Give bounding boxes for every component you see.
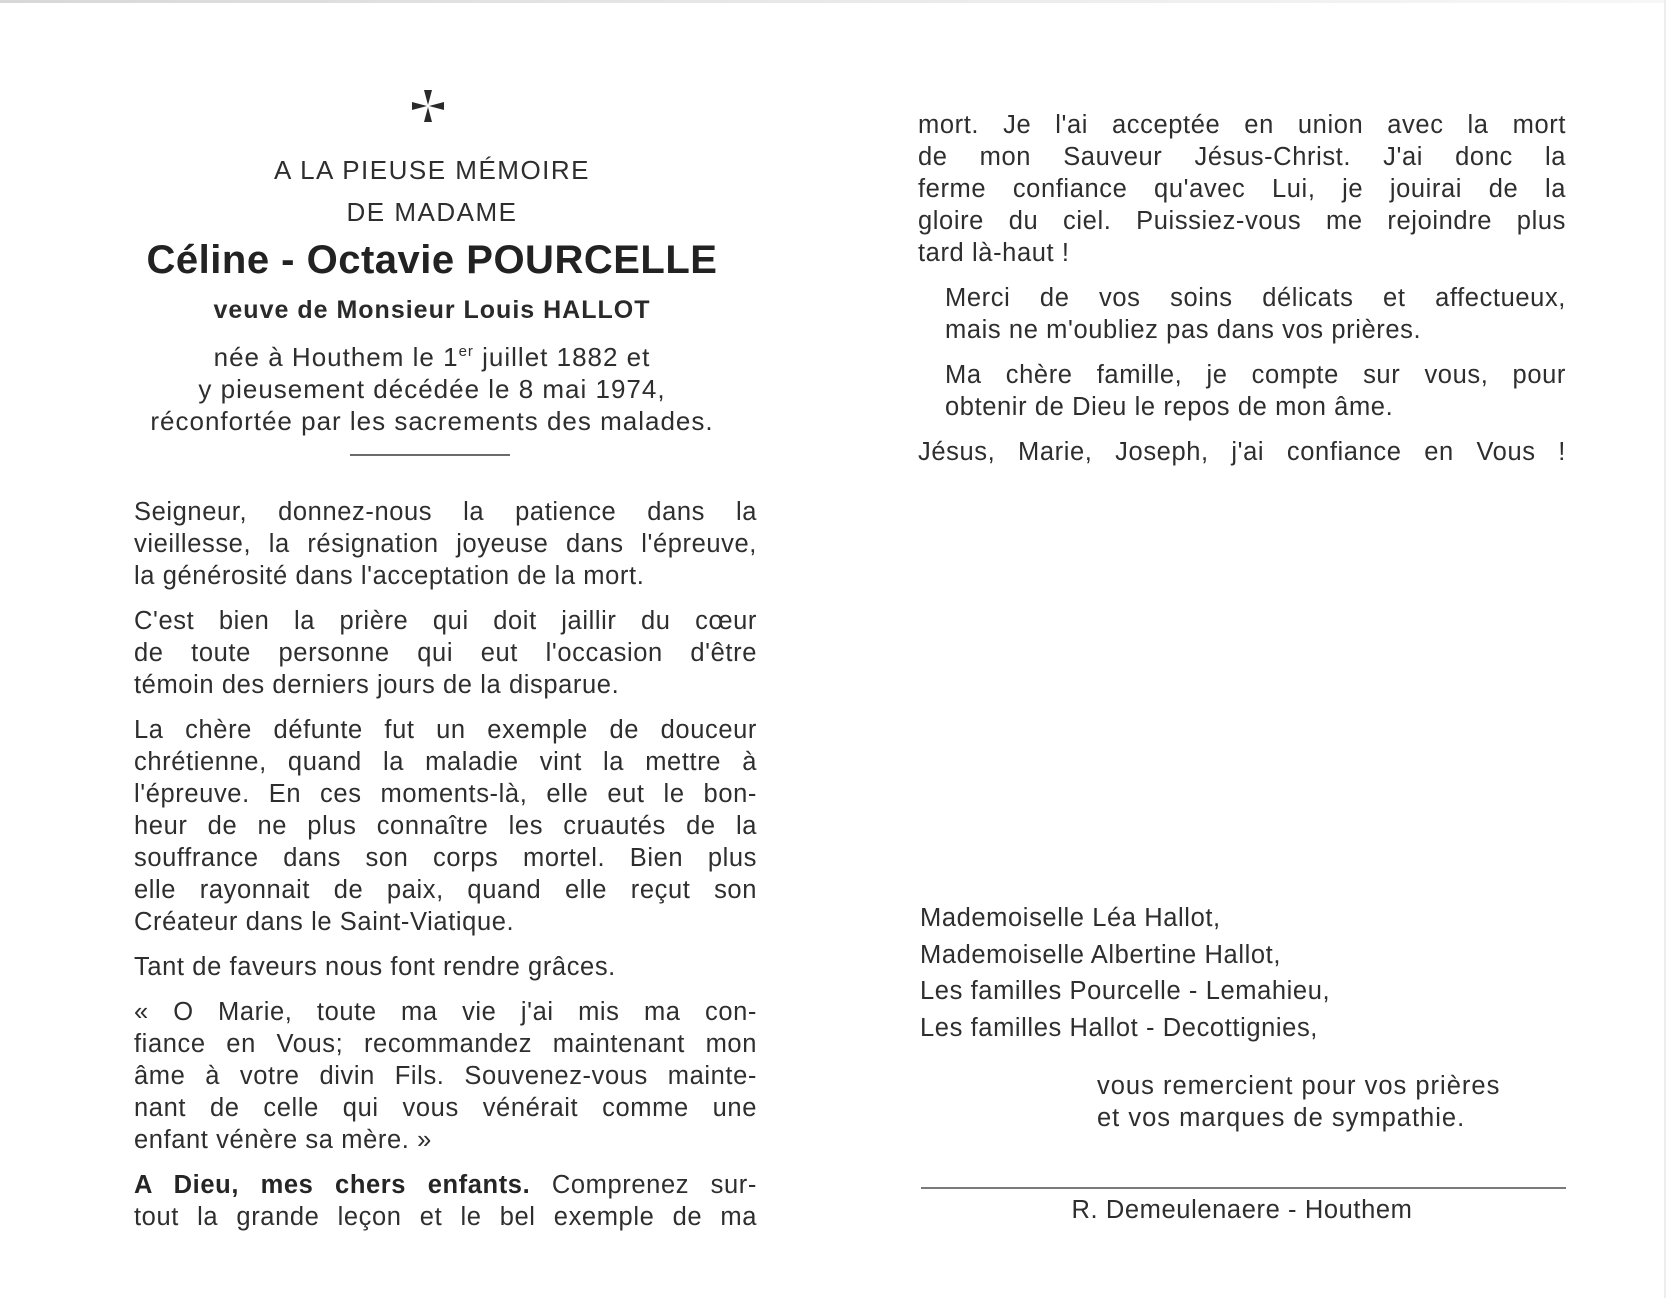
text-line: nant de celle qui vous vénérait comme une (134, 1094, 757, 1122)
text-line: de toute personne qui eut l'occasion d'être (134, 639, 757, 667)
thanks-line: et vos marques de sympathie. (1097, 1104, 1466, 1132)
text-line: « O Marie, toute ma vie j'ai mis ma con- (134, 998, 757, 1026)
memorial-heading: A LA PIEUSE MÉMOIRE (273, 155, 591, 185)
text-line: fiance en Vous; recommandez maintenant mon (134, 1030, 757, 1058)
text-line: de mon Sauveur Jésus-Christ. J'ai donc la (918, 143, 1566, 171)
text-line: vieillesse, la résignation joyeuse dans l'épreuve, (134, 530, 757, 558)
printer-credit: R. Demeulenaere - Houthem (1071, 1196, 1413, 1224)
text-line: elle rayonnait de paix, quand elle reçut son (134, 876, 757, 904)
death-line: y pieusement décédée le 8 mai 1974, (198, 374, 666, 404)
family-member: Mademoiselle Léa Hallot, (920, 904, 1221, 932)
text-line: Créateur dans le Saint-Viatique. (134, 908, 515, 936)
widow-of: veuve de Monsieur Louis HALLOT (213, 296, 651, 324)
paragraph-farewell (107, 1169, 757, 1233)
paragraph (107, 714, 757, 938)
paragraph (918, 282, 1566, 346)
text-line: Ma chère famille, je compte sur vous, pour (945, 361, 1566, 389)
thanks-text (1097, 1070, 1500, 1134)
card-top-edge (0, 0, 1666, 3)
closing-invocation (918, 436, 1566, 468)
text-line: gloire du ciel. Puissiez-vous me rejoindre plus (918, 207, 1566, 235)
text-line: Tant de faveurs nous font rendre grâces. (134, 953, 616, 981)
paragraph (107, 605, 757, 701)
text-line: enfant vénère sa mère. » (134, 1126, 432, 1154)
paragraph (918, 359, 1566, 423)
text-line: âme à votre divin Fils. Souvenez-vous mainte- (134, 1062, 757, 1090)
sacraments-line: réconfortée par les sacrements des malades. (150, 406, 714, 436)
paragraph (107, 996, 757, 1156)
farewell-bold: A Dieu, mes chers enfants. (134, 1171, 531, 1199)
text-line: C'est bien la prière qui doit jaillir du cœur (134, 607, 757, 635)
text-line: la générosité dans l'acceptation de la mort. (134, 562, 645, 590)
text-line: Seigneur, donnez-nous la patience dans la (134, 498, 757, 526)
text-line: l'épreuve. En ces moments-là, elle eut le bon- (134, 780, 757, 808)
text-line: tard là-haut ! (918, 239, 1070, 267)
family-member: Les familles Hallot - Decottignies, (920, 1013, 1318, 1042)
family-list (920, 900, 1330, 1046)
family-member: Mademoiselle Albertine Hallot, (920, 940, 1282, 969)
birth-line: née à Houthem le 1er juillet 1882 et (213, 342, 651, 372)
maltese-cross-icon (410, 88, 446, 124)
paragraph (918, 109, 1566, 269)
text-line: chrétienne, quand la maladie vint la mettre à (134, 748, 757, 776)
text-line: obtenir de Dieu le repos de mon âme. (945, 393, 1394, 421)
text-line: témoin des derniers jours de la disparue. (134, 671, 620, 699)
header-divider (350, 454, 510, 456)
left-column-text (107, 496, 757, 1246)
right-column-text (918, 109, 1566, 481)
text-line: mais ne m'oubliez pas dans vos prières. (945, 316, 1422, 344)
text-line: Merci de vos soins délicats et affectueux, (945, 284, 1566, 312)
text-line: A Dieu, mes chers enfants. Comprenez sur- (134, 1171, 757, 1199)
thanks-line: vous remercient pour vos prières (1097, 1072, 1501, 1100)
text-line: heur de ne plus connaître les cruautés de la (134, 812, 757, 840)
text-line: mort. Je l'ai acceptée en union avec la mort (918, 111, 1566, 139)
family-member: Les familles Pourcelle - Lemahieu, (920, 977, 1331, 1005)
life-dates (107, 336, 757, 437)
text-line: tout la grande leçon et le bel exemple de ma (134, 1203, 757, 1231)
text-line: La chère défunte fut un exemple de douceur (134, 716, 757, 744)
text-line: Jésus, Marie, Joseph, j'ai confiance en Vous ! (918, 438, 1566, 466)
footer-divider (921, 1187, 1566, 1189)
text-line: ferme confiance qu'avec Lui, je jouirai de la (918, 175, 1566, 203)
memorial-subheading: DE MADAME (346, 197, 518, 227)
paragraph (107, 951, 757, 983)
paragraph (107, 496, 757, 592)
text-line: souffrance dans son corps mortel. Bien plus (134, 844, 757, 872)
deceased-name: Céline - Octavie POURCELLE (146, 238, 718, 282)
